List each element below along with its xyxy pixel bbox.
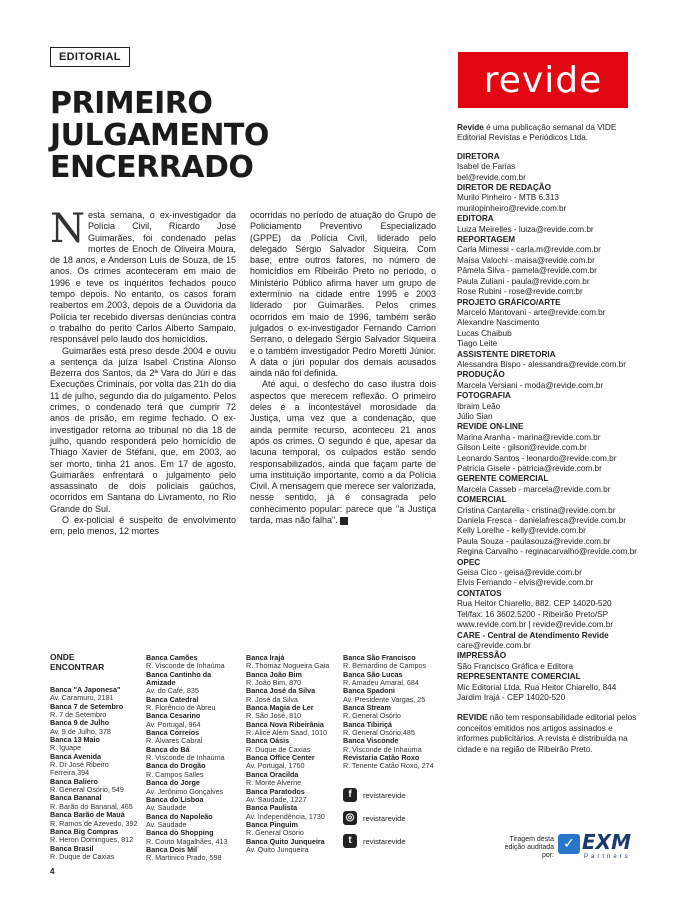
masthead-section-title: CONTATOS <box>457 588 502 598</box>
stand-address: R. General Osório <box>343 711 401 721</box>
stand-name: Banca Tibiriçá <box>343 719 393 729</box>
stand-name: Banca do Drogão <box>146 761 206 771</box>
stand-address: R. João Bim, 870 <box>246 678 302 688</box>
stand-address: Av. Quito Junqueira <box>246 844 309 854</box>
stand-address: R. José da Silva <box>246 694 298 704</box>
onde-encontrar-heading: ONDE ENCONTRAR <box>50 652 105 672</box>
stand-name: Banca Paratodos <box>246 786 305 796</box>
stand-name: Banca Nova Ribeirânia <box>246 719 324 729</box>
stand-name: Banca José da Silva <box>246 686 316 696</box>
masthead-line: Cristina Cantarella - cristina@revide.com.br <box>457 505 616 515</box>
stand-address: Av. do Café, 835 <box>146 686 199 696</box>
masthead-line: Mic Editorial Ltda. Rua Heitor Chiarello, 844 <box>457 682 617 692</box>
stand-address: R. Duque de Caxias <box>50 851 115 861</box>
masthead-section-title: DIRETOR DE REDAÇÃO <box>457 183 552 193</box>
masthead-section-title: REVIDE ON-LINE <box>457 422 524 432</box>
audit-text: Tiragem desta edição auditada por: <box>504 836 554 859</box>
social-handle: revistarevide <box>363 836 406 846</box>
stand-name: Banca Dois Mil <box>146 844 198 854</box>
stand-name: Banca João Bim <box>246 669 302 679</box>
masthead <box>457 123 642 755</box>
masthead-line: Rose Rubini - rose@revide.com.br <box>457 287 583 297</box>
masthead-line: Kelly Lorelhe - kelly@revide.com.br <box>457 526 586 536</box>
social-links <box>343 788 406 857</box>
stand-name: Banca Irajá <box>246 653 285 662</box>
masthead-line: Leonardo Santos - leonardo@revide.com.br <box>457 453 617 463</box>
masthead-line: Alessandra Bispo - alessandra@revide.com.br <box>457 359 626 369</box>
stand-address: R. Campos Salles <box>146 769 204 779</box>
masthead-line: Isabel de Farias <box>457 162 516 172</box>
stand-address: R. Visconde de Inhaúma <box>343 744 422 754</box>
stand-address: R. General Osório <box>246 828 304 838</box>
stand-name: Banca Barão de Mauá <box>50 810 125 820</box>
headline <box>50 88 350 184</box>
stands-column-4 <box>343 654 441 771</box>
masthead-line: Tiago Leite <box>457 339 498 349</box>
masthead-line: Marina Aranha - marina@revide.com.br <box>457 432 601 442</box>
stand-address: R. Martinico Prado, 598 <box>146 853 222 863</box>
stand-address: R. Visconde de Inhaúma <box>146 753 225 763</box>
masthead-line: Elvis Fernando - elvis@revide.com.br <box>457 578 594 588</box>
stand-address: R. Thomaz Nogueira Gaia <box>246 661 330 671</box>
stand-address: R. Dr José Ribeiro Ferreira,394 <box>50 760 109 778</box>
masthead-section-title: OPEC <box>457 557 481 567</box>
stand-address: Av. Independência, 1730 <box>246 811 325 821</box>
social-row[interactable] <box>343 788 406 802</box>
stand-address: R. Tenente Catão Roxo, 274 <box>343 761 434 771</box>
twitter-icon: t <box>343 834 357 848</box>
stand-address: Av. Saudade <box>146 803 187 813</box>
stand-address: R. Alice Além Saad, 1010 <box>246 728 328 738</box>
masthead-intro: Revide é uma publicação semanal da VIDE Editorial Revistas e Periódicos Ltda. <box>457 123 617 143</box>
stand-name: Banca Magia de Ler <box>246 703 314 713</box>
masthead-line: Jardim Irajá - CEP 14020-520 <box>457 692 566 702</box>
masthead-line: Geisa Cico - geisa@revide.com.br <box>457 568 582 578</box>
masthead-line: Maísa Valochi - maisa@revide.com.br <box>457 255 595 265</box>
masthead-section-title: CARE - Central de Atendimento Revide <box>457 630 609 640</box>
stand-name: Banca Quito Junqueira <box>246 836 325 846</box>
social-handle: revistarevide <box>363 813 406 823</box>
masthead-line: Marcela Versiani - moda@revide.com.br <box>457 380 604 390</box>
stands-column-3 <box>246 654 341 854</box>
masthead-section-title: IMPRESSÃO <box>457 651 507 661</box>
masthead-section-title: REPORTAGEM <box>457 235 516 245</box>
masthead-line: Tel/fax: 16 3602.5200 - Ribeirão Preto/SP <box>457 609 609 619</box>
masthead-line: Rua Heitor Chiarello, 882. CEP 14020-520 <box>457 599 612 609</box>
stand-address: R. Barão do Bananal, 465 <box>50 801 133 811</box>
stand-name: Banca Paulista <box>246 803 298 813</box>
stand-name: Banca 13 Maio <box>50 735 100 745</box>
masthead-line: care@revide.com.br <box>457 640 531 650</box>
masthead-sections <box>457 152 642 704</box>
stand-address: R. Bernardino de Campos <box>343 661 427 671</box>
stand-address: R. Ramos de Azevedo, 392 <box>50 818 138 828</box>
stand-name: Banca do Napoleão <box>146 811 213 821</box>
article-paragraph: Guimarães está preso desde 2004 e ouviu a sentença da juíza Isabel Cristina Alonso Bezerra dos Santos, da 2ª Vara do Júri e das Execuções Criminais, por volta das 21h do dia 11 de julho, segundo dia do julgamento. Pelos crimes, o condenado terá que cumprir 72 anos de prisão, em regime fechado. O ex-investigador retorna ao tribunal no dia 18 de julho, quando responderá pelo homicídio de Thiago Xavier de Stéfani, que, em 2003, ao ser morto, tinha 21 anos. Em 17 de agosto, Guimarães enfrentará o julgamento pelo assassinato de dois policiais gaúchos, ocorridos em Santana do Livramento, no Rio Grande do Sul. <box>50 345 236 514</box>
masthead-line: Gilson Leite - gilson@revide.com.br <box>457 443 587 453</box>
masthead-line: Regina Carvalho - reginacarvalho@revide.com.br <box>457 547 637 557</box>
stands-column-1 <box>50 686 138 861</box>
masthead-line: Júlio Sian <box>457 411 493 421</box>
article-column-2 <box>250 210 436 526</box>
stand-address: Av. Saudade <box>146 819 187 829</box>
stand-address: Av. Portugal, 964 <box>146 719 201 729</box>
masthead-line: Daniela Fresca - danielafresca@revide.com.br <box>457 516 626 526</box>
stand-name: Banca do Bá <box>146 744 190 754</box>
stand-name: Banca Pinguim <box>246 819 298 829</box>
stand-name: Banca Visconde <box>343 736 399 746</box>
stand-address: R. São José, 810 <box>246 711 302 721</box>
stand-address: R. Amadeu Amaral, 684 <box>343 678 419 688</box>
masthead-line: bel@revide.com.br <box>457 172 526 182</box>
end-mark-icon <box>340 517 348 525</box>
stand-name: Banca Avenida <box>50 751 101 761</box>
masthead-section-title: PROJETO GRÁFICO/ARTE <box>457 297 561 307</box>
stands-column-2 <box>146 654 241 863</box>
stand-address: Av. Saudade, 1227 <box>246 794 307 804</box>
masthead-line: Murilo Pinheiro - MTB 6.313 <box>457 193 559 203</box>
article-paragraph: Até aqui, o desfecho do caso ilustra dois aspectos que merecem reflexão. O primeiro deles é a incontestável morosidade da Justiça, uma vez que a condenação, que ainda permite recurso, aconteceu 21 anos após os crimes. O segundo é que, apesar da lacuna temporal, os culpados estão sendo responsabilizados, ainda que façam parte de uma instituição importante, como a da Polícia Civil. A mensagem que merece ser valorizada, nesse sentido, já é consagrada pelo conhecimento popular: parece que "a Justiça tarda, mas não falha". <box>250 379 436 526</box>
stand-name: Banca Oracilda <box>246 769 299 779</box>
masthead-line: Carla Mimessi - carla.m@revide.com.br <box>457 245 601 255</box>
headline-line-1: PRIMEIRO <box>50 86 213 121</box>
social-row[interactable] <box>343 811 406 825</box>
masthead-line: Pâmela Silva - pamela@revide.com.br <box>457 266 597 276</box>
stand-name: Banca Correios <box>146 728 200 738</box>
article-column-1 <box>50 206 236 538</box>
masthead-section-title: COMERCIAL <box>457 495 507 505</box>
stand-name: Banca Spadoni <box>343 686 395 696</box>
exm-logo <box>558 830 631 860</box>
stand-address: Av. 9 de Julho, 378 <box>50 726 111 736</box>
stand-name: Banca 7 de Setembro <box>50 701 124 711</box>
masthead-line: Ibraim Leão <box>457 401 501 411</box>
masthead-line: Paula Zuliani - paula@revide.com.br <box>457 276 590 286</box>
stand-name: Banca Bananal <box>50 793 102 803</box>
check-icon: ✓ <box>558 834 580 854</box>
stand-address: R. 7 de Setembro <box>50 710 107 720</box>
masthead-section-title: PRODUÇÃO <box>457 370 505 380</box>
stand-name: Revistaria Catão Roxo <box>343 753 420 763</box>
stand-name: Banca 9 de Julho <box>50 718 110 728</box>
stand-name: Banca Catedral <box>146 694 199 704</box>
masthead-line: Paula Souza - paulasouza@revide.com.br <box>457 536 611 546</box>
masthead-section-title: DIRETORA <box>457 151 500 161</box>
masthead-section-title: FOTOGRAFIA <box>457 391 511 401</box>
page-number: 4 <box>50 867 55 876</box>
stand-name: Banca "A Japonesa" <box>50 685 121 694</box>
stand-name: Banca Oásis <box>246 736 290 746</box>
article-paragraph: O ex-policial é suspeito de envolvimento em, pelo menos, 12 mortes <box>50 515 236 537</box>
revide-logo: revide <box>458 52 628 108</box>
stand-address: R. General Osório,485 <box>343 728 415 738</box>
masthead-section-title: GERENTE COMERCIAL <box>457 474 549 484</box>
stand-address: Av. Portugal, 1760 <box>246 761 305 771</box>
article-paragraph: Nesta semana, o ex-investigador da Polícia Civil, Ricardo José Guimarães, foi condenado pelas mortes de Enoch de Oliveira Moura, de 18 anos, e Anderson Luís de Souza, de 15 anos. Os crimes aconteceram em maio de 1996 e teve os inquéritos fechados pouco tempo depois. No entanto, os casos foram reabertos em 2003, depois de a Ouvidoria da Polícia ter recebido diversas denúncias contra o trabalho do perito Carlos Alberto Sampaio, responsável pelo laudo dos homicídios. <box>50 206 236 345</box>
stand-name: Banca do Lisboa <box>146 794 204 804</box>
stand-address: R. Couto Magalhães, 413 <box>146 836 228 846</box>
stand-name: Banca Big Compras <box>50 826 119 836</box>
exm-logo-text: ✓ EXM <box>558 830 631 854</box>
stand-address: R. Iguape <box>50 743 82 753</box>
stand-name: Banca Stream <box>343 703 391 713</box>
stand-name: Banca Office Center <box>246 753 315 763</box>
social-handle: revistarevide <box>363 790 406 800</box>
masthead-section-title: ASSISTENTE DIRETORIA <box>457 349 556 359</box>
masthead-line: Marcelo Mantovani - arte@revide.com.br <box>457 307 606 317</box>
stand-address: R. Florêncio de Abreu <box>146 703 216 713</box>
stand-address: R. Visconde de Inhaúma <box>146 661 225 671</box>
stand-name: Banca Brasil <box>50 843 94 853</box>
stand-name: Banca Cesarino <box>146 711 201 721</box>
masthead-line: Alexandre Nascimento <box>457 318 540 328</box>
section-tag: EDITORIAL <box>50 47 130 67</box>
stand-address: Av. Presidente Vargas, 25 <box>343 694 426 704</box>
masthead-line: Luiza Meirelles - luiza@revide.com.br <box>457 224 594 234</box>
masthead-section-title: EDITORA <box>457 214 494 224</box>
masthead-line: Patrícia Gisele - patricia@revide.com.br <box>457 464 602 473</box>
stand-name: Banca Baliero <box>50 776 98 786</box>
masthead-line: Marcela Casseb - marcela@revide.com.br <box>457 484 611 494</box>
masthead-footer: REVIDE não tem responsabilidade editorial pelos conceitos emitidos nos artigos assinados e informes publicitários. A revista é distribuída na cidade e na região de Ribeirão Preto. <box>457 713 637 754</box>
headline-line-3: ENCERRADO <box>50 150 254 185</box>
stand-name: Banca do Jorge <box>146 778 200 788</box>
masthead-line: www.revide.com.br | revide@revide.com.br <box>457 620 614 630</box>
stand-address: Av. Caramuru, 2181 <box>50 693 114 703</box>
stand-name: Banca São Lucas <box>343 669 403 679</box>
article-paragraph: ocorridas no período de atuação do Grupo de Policiamento Preventivo Especializado (GPPE) da Polícia Civil, liderado pelo delegado Sérgio Salvador Siqueira. Com base, entre outros fatores, no número de homicídios em Ribeirão Preto no período, o Ministério Público afirma haver um grupo de extermínio na cidade entre 1995 e 2003 liderado por Guimarães. Pelos crimes ocorridos em maio de 1996, também serão julgados o ex-investigador Fernando Carrion Serrano, o delegado Sérgio Salvador Siqueira e o também investigador Pedro Moretti Júnior. A data o júri popular dos demais acusados ainda não foi definida. <box>250 210 436 379</box>
facebook-icon: f <box>343 788 357 802</box>
headline-line-2: JULGAMENTO <box>50 118 269 153</box>
stand-name: Banca São Francisco <box>343 653 416 662</box>
masthead-section-title: REPRESENTANTE COMERCIAL <box>457 672 581 682</box>
stand-address: R. Duque de Caxias <box>246 744 311 754</box>
stand-address: R. General Osório, 549 <box>50 785 124 795</box>
masthead-line: murilopinheiro@revide.com.br <box>457 203 567 213</box>
instagram-icon: ◎ <box>343 811 357 825</box>
social-row[interactable] <box>343 834 406 848</box>
stand-address: R. Monte Alverne <box>246 778 302 788</box>
masthead-line: Lucas Chaibub <box>457 328 512 338</box>
stand-address: R. Heron Domingues, 812 <box>50 835 134 845</box>
masthead-line: São Francisco Gráfica e Editora <box>457 661 574 671</box>
stand-address: Av. Jerônimo Gonçalves <box>146 786 224 796</box>
stand-name: Banca do Shopping <box>146 828 214 838</box>
stand-address: R. Álvares Cabral <box>146 736 203 746</box>
exm-logo-sub: Partners <box>584 854 631 860</box>
stand-name: Banca Cantinho da Amizade <box>146 669 212 688</box>
stand-name: Banca Camões <box>146 653 198 662</box>
drop-cap: N <box>50 206 85 252</box>
